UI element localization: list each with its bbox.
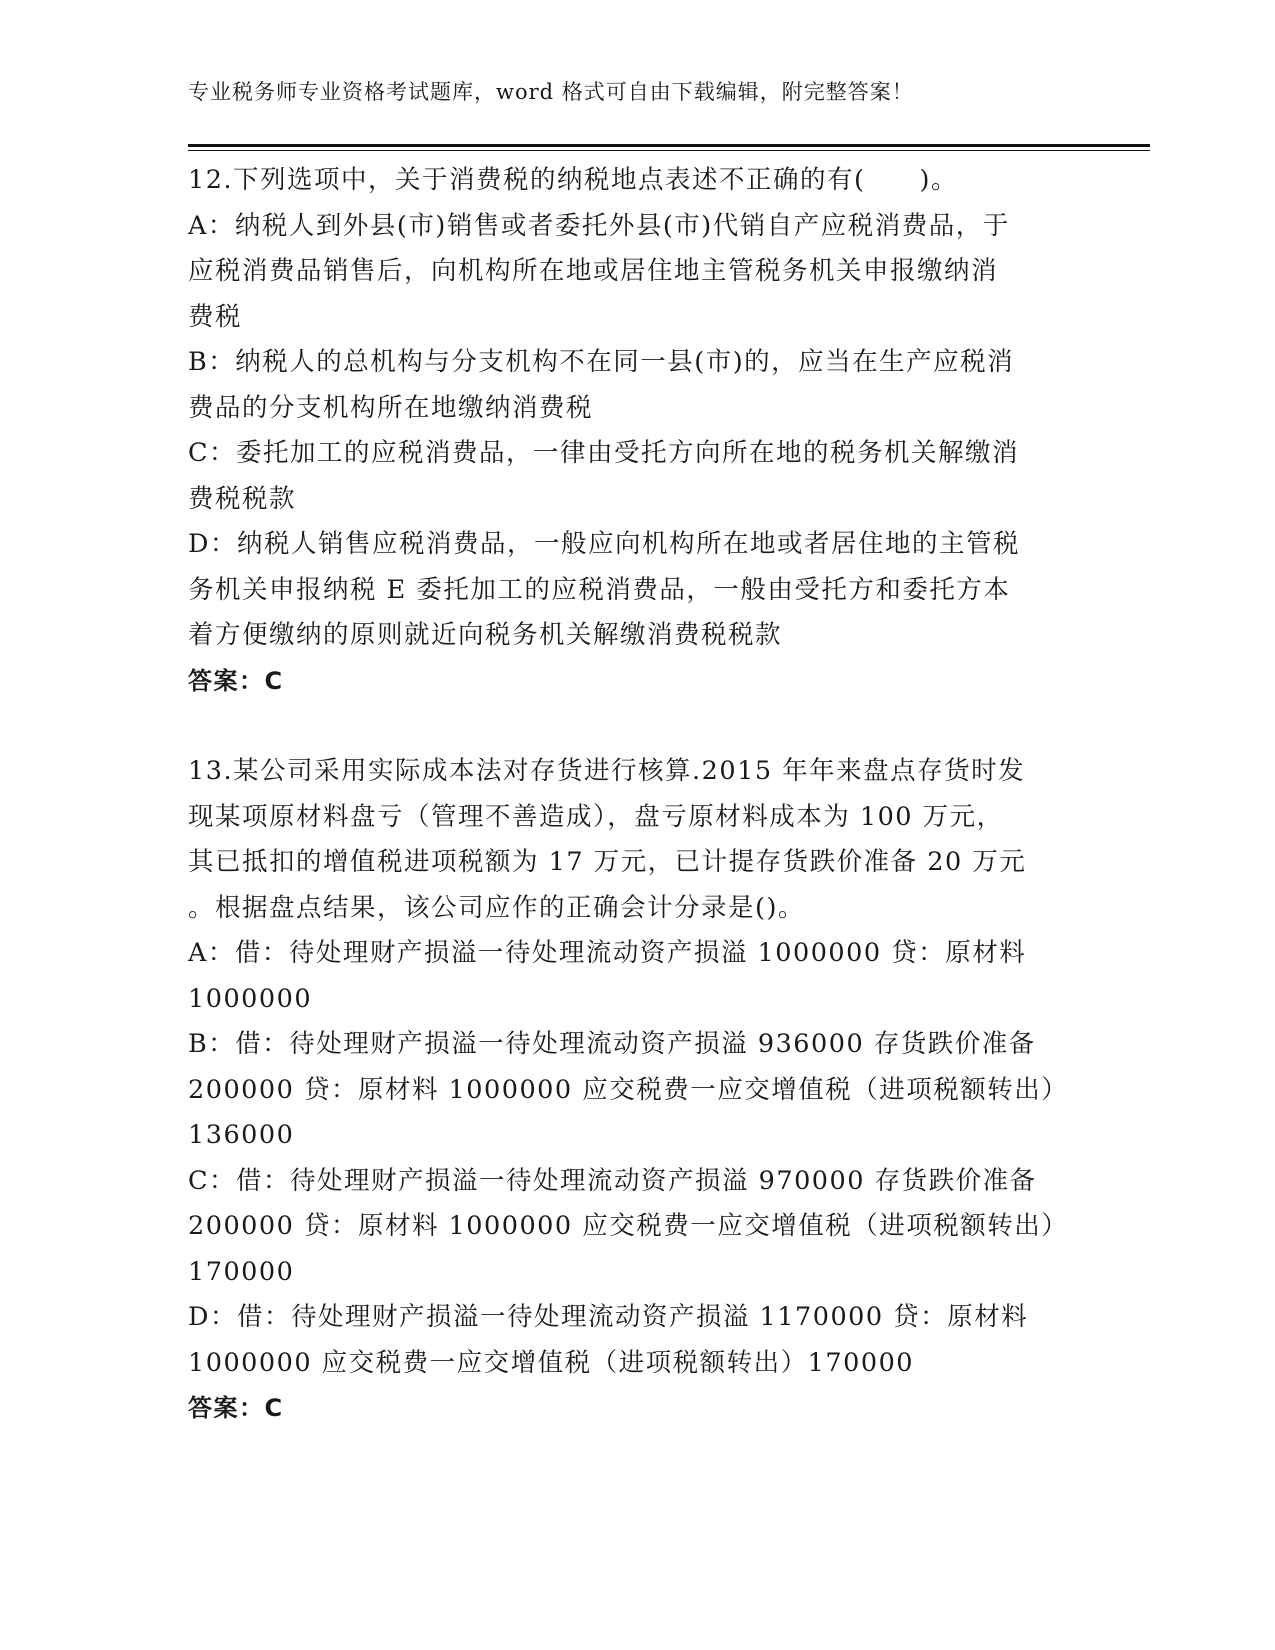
answer-label: 答案：C	[188, 1394, 284, 1422]
question-line: 着方便缴纳的原则就近向税务机关解缴消费税税款	[188, 620, 783, 650]
header-divider-thick	[188, 144, 1150, 147]
question-spacer	[188, 704, 1088, 749]
page-header: 专业税务师专业资格考试题库，word 格式可自由下载编辑，附完整答案！	[188, 80, 914, 104]
question-line: B：借：待处理财产损溢一待处理流动资产损溢 936000 存货跌价准备	[188, 1029, 1036, 1059]
question-list	[188, 158, 1088, 1432]
question-line: 12.下列选项中，关于消费税的纳税地点表述不正确的有( )。	[188, 165, 958, 195]
question-line: B：纳税人的总机构与分支机构不在同一县(市)的，应当在生产应税消	[188, 347, 1015, 377]
question-12	[188, 158, 1088, 704]
question-line: 费品的分支机构所在地缴纳消费税	[188, 392, 594, 423]
question-line: 1000000 应交税费一应交增值税（进项税额转出）170000	[188, 1347, 915, 1378]
question-line: A：借：待处理财产损溢一待处理流动资产损溢 1000000 贷：原材料	[188, 938, 1027, 968]
question-13	[188, 749, 1088, 1432]
question-line: 1000000	[188, 983, 313, 1014]
question-line: 170000	[188, 1256, 295, 1287]
header-divider-thin	[188, 150, 1150, 151]
question-line: 136000	[188, 1120, 295, 1150]
question-line: 其已抵扣的增值税进项税额为 17 万元，已计提存货跌价准备 20 万元	[188, 847, 1027, 877]
question-line: C：委托加工的应税消费品，一律由受托方向所在地的税务机关解缴消	[188, 438, 1020, 468]
question-line: 应税消费品销售后，向机构所在地或居住地主管税务机关申报缴纳消	[188, 256, 999, 286]
question-line: A：纳税人到外县(市)销售或者委托外县(市)代销自产应税消费品，于	[188, 210, 1010, 241]
question-line: 务机关申报纳税 E 委托加工的应税消费品，一般由受托方和委托方本	[188, 574, 1011, 605]
question-line: 13.某公司采用实际成本法对存货进行核算.2015 年年来盘点存货时发	[188, 756, 1026, 786]
question-line: D：借：待处理财产损溢一待处理流动资产损溢 1170000 贷：原材料	[188, 1302, 1029, 1332]
question-line: 现某项原材料盘亏（管理不善造成），盘亏原材料成本为 100 万元，	[188, 801, 1004, 832]
question-line: 200000 贷：原材料 1000000 应交税费一应交增值税（进项税额转出）	[188, 1211, 1069, 1241]
answer-label: 答案：C	[188, 666, 284, 695]
question-line: 。根据盘点结果，该公司应作的正确会计分录是()。	[188, 892, 805, 923]
question-line: 200000 贷：原材料 1000000 应交税费一应交增值税（进项税额转出）	[188, 1074, 1069, 1105]
question-line: D：纳税人销售应税消费品，一般应向机构所在地或者居住地的主管税	[188, 529, 1020, 559]
question-line: C：借：待处理财产损溢一待处理流动资产损溢 970000 存货跌价准备	[188, 1165, 1037, 1196]
question-line: 费税	[188, 301, 243, 332]
question-line: 费税税款	[188, 483, 297, 514]
